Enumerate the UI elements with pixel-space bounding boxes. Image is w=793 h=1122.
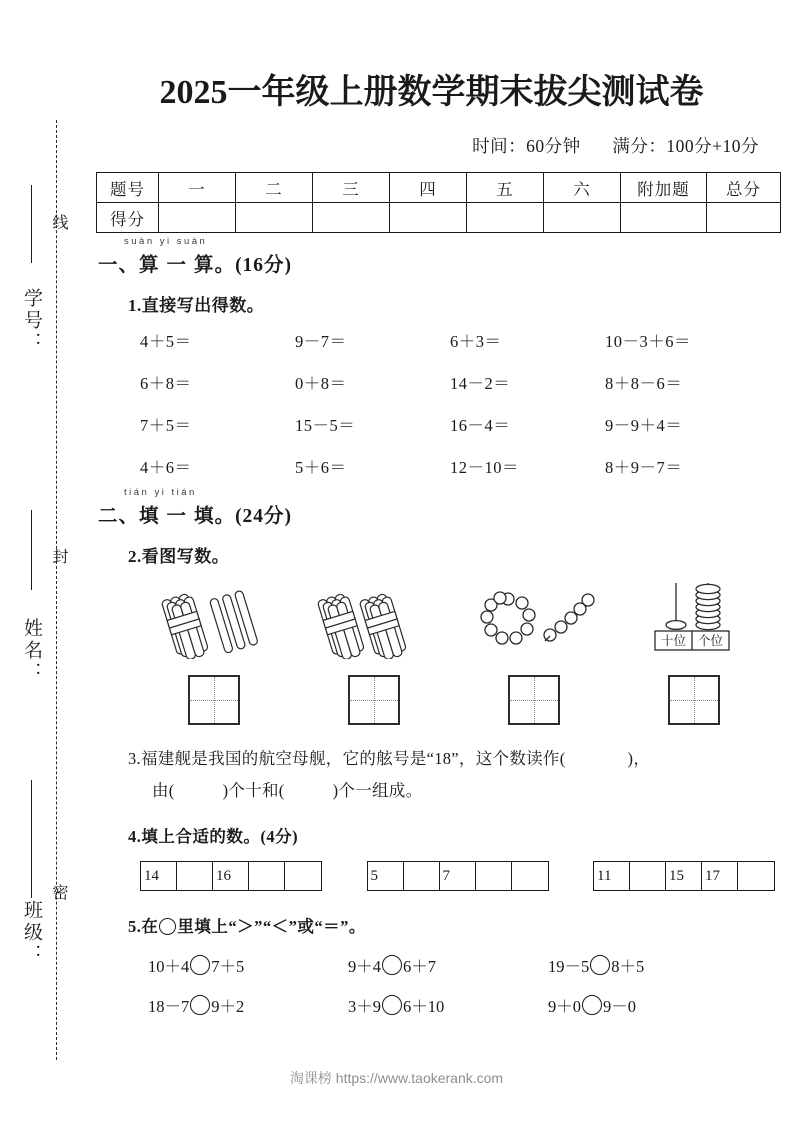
score-table-col-4: 四: [390, 173, 467, 203]
compare-row-1: [148, 953, 768, 977]
seq-cell[interactable]: [177, 862, 213, 890]
compare-right: 6＋7: [403, 957, 436, 977]
calc-item[interactable]: 9－7＝: [295, 332, 347, 351]
score-input-bonus[interactable]: [621, 203, 707, 233]
compare-circle-input[interactable]: [590, 955, 610, 975]
calc-item[interactable]: 8＋8－6＝: [605, 374, 683, 393]
seal-rule-bottom: [31, 780, 32, 898]
score-table: [96, 172, 781, 233]
question-3-line-2-c: )个一组成。: [332, 781, 423, 801]
section-2-word-c: 填: [194, 506, 215, 527]
compare-right: 8＋5: [611, 957, 645, 977]
number-sequence-strip-3: [593, 861, 775, 891]
seal-char-xian: 线: [50, 214, 67, 232]
question-3-line-2-b: )个十和(: [222, 781, 285, 801]
seal-line-margin: [0, 0, 78, 1122]
section-2-word-b: 一: [166, 506, 188, 527]
calc-item[interactable]: 14－2＝: [450, 374, 511, 393]
compare-left: 9＋4: [348, 957, 381, 977]
calc-row: [140, 370, 760, 394]
answer-box-tian-grid[interactable]: [348, 675, 400, 725]
compare-circle-input[interactable]: [382, 995, 402, 1015]
compare-item[interactable]: [348, 953, 548, 977]
score-input-4[interactable]: [390, 203, 467, 233]
score-table-col-total: 总分: [707, 173, 781, 203]
compare-item[interactable]: [548, 953, 748, 977]
seq-cell[interactable]: 17: [702, 862, 738, 890]
section-2-pinyin: tián yi tián: [124, 487, 197, 498]
score-table-col-bonus: 附加题: [621, 173, 707, 203]
number-sequence-strip-2: [367, 861, 549, 891]
score-table-col-6: 六: [544, 173, 621, 203]
section-1-word-b: 一: [166, 255, 188, 276]
compare-circle-input[interactable]: [190, 995, 210, 1015]
table-row-question-numbers: [97, 173, 781, 203]
score-table-col-2: 二: [236, 173, 313, 203]
seal-char-mi: 密: [50, 884, 67, 902]
score-table-col-3: 三: [313, 173, 390, 203]
question-2-picture-row: [134, 581, 774, 725]
class-field[interactable]: 班级：: [21, 900, 42, 966]
compare-right: 6＋10: [403, 997, 445, 1017]
question-5-prompt: [128, 913, 775, 937]
seal-rule-top: [31, 185, 32, 263]
score-input-total[interactable]: [707, 203, 781, 233]
sticks-two-bundles-icon: [315, 581, 433, 659]
exam-total-score-label: 满分：100分+10分: [612, 136, 759, 156]
calc-item[interactable]: 15－5＝: [295, 416, 356, 435]
calc-item[interactable]: 4＋5＝: [140, 332, 192, 351]
seq-cell[interactable]: 11: [594, 862, 630, 890]
student-id-field[interactable]: 学号：: [21, 288, 42, 354]
section-2-word-a: 填: [139, 506, 160, 527]
question-1-prompt: 1.直接写出得数。: [128, 296, 265, 315]
section-1-word-c: 算: [194, 255, 215, 276]
compare-left: 19－5: [548, 957, 590, 977]
calc-item[interactable]: 7＋5＝: [140, 416, 192, 435]
calc-item[interactable]: 6＋3＝: [450, 332, 502, 351]
section-heading-1: [98, 236, 775, 277]
compare-left: 10＋4: [148, 957, 190, 977]
score-input-2[interactable]: [236, 203, 313, 233]
section-2-suffix: 。(24分): [214, 506, 293, 527]
score-input-1[interactable]: [159, 203, 236, 233]
svg-text:十位: 十位: [660, 634, 687, 648]
section-1-word-a: 算: [139, 255, 160, 276]
picture-item-4: [614, 581, 774, 725]
exam-time-label: 时间：60分钟: [472, 136, 581, 156]
question-1-grid: [140, 328, 760, 478]
compare-item[interactable]: [148, 953, 348, 977]
seq-cell[interactable]: [249, 862, 285, 890]
calc-item[interactable]: 0＋8＝: [295, 374, 347, 393]
compare-circle-input[interactable]: [190, 955, 210, 975]
calc-row: [140, 412, 760, 436]
seq-cell[interactable]: 7: [440, 862, 476, 890]
score-table-col-1: 一: [159, 173, 236, 203]
question-3-line-1-tail: )，: [627, 749, 651, 768]
section-1-pinyin: suàn yi suàn: [124, 236, 208, 247]
compare-item[interactable]: [348, 993, 548, 1017]
seq-cell[interactable]: 5: [368, 862, 404, 890]
exam-meta: [88, 133, 775, 158]
page-title: 2025一年级上册数学期末拔尖测试卷: [159, 74, 704, 111]
compare-item[interactable]: [148, 993, 348, 1017]
compare-row-2: [148, 993, 768, 1017]
seal-dashed-line: [56, 120, 57, 1060]
calc-item[interactable]: 10－3＋6＝: [605, 332, 691, 351]
calc-item[interactable]: 8＋9－7＝: [605, 458, 683, 477]
score-input-3[interactable]: [313, 203, 390, 233]
compare-circle-input[interactable]: [382, 955, 402, 975]
question-3-line-1: 3.福建舰是我国的航空母舰，它的舷号是“18”，这个数读作(: [128, 749, 566, 768]
score-table-col-5: 五: [467, 173, 544, 203]
question-4-strips: [140, 861, 775, 891]
calc-row: [140, 328, 760, 352]
compare-right: 9＋2: [211, 997, 245, 1017]
compare-circle-input[interactable]: [582, 995, 602, 1015]
answer-box-tian-grid[interactable]: [508, 675, 560, 725]
number-sequence-strip-1: [140, 861, 322, 891]
section-heading-2: [98, 487, 775, 528]
question-2-prompt: 2.看图写数。: [128, 547, 230, 566]
compare-item[interactable]: [548, 993, 748, 1017]
exam-page: [78, 0, 793, 1122]
seq-cell[interactable]: [630, 862, 666, 890]
seal-rule-middle: [31, 510, 32, 590]
seal-char-feng: 封: [50, 548, 67, 566]
calc-item[interactable]: 12－10＝: [450, 458, 519, 477]
seq-cell[interactable]: 14: [141, 862, 177, 890]
seq-cell[interactable]: [285, 862, 321, 890]
seq-cell[interactable]: 15: [666, 862, 702, 890]
question-4-prompt: 4.填上合适的数。(4分): [128, 827, 299, 847]
question-5-prompt-b: 里填上“＞”“＜”或“＝”。: [177, 917, 366, 937]
compare-left: 18－7: [148, 997, 190, 1017]
score-input-6[interactable]: [544, 203, 621, 233]
circle-placeholder-icon: [159, 918, 176, 935]
seq-cell[interactable]: [738, 862, 774, 890]
compare-left: 3＋9: [348, 997, 381, 1017]
answer-box-tian-grid[interactable]: [188, 675, 240, 725]
svg-text:个位: 个位: [697, 634, 724, 648]
sticks-bundle-plus-three-icon: [155, 581, 273, 659]
abacus-icon: [642, 581, 746, 659]
calc-item[interactable]: 5＋6＝: [295, 458, 347, 477]
section-1-prefix: 一、: [98, 255, 140, 276]
question-3-line-2-a: 由(: [152, 781, 175, 801]
seq-cell[interactable]: 16: [213, 862, 249, 890]
picture-item-2: [294, 581, 454, 725]
picture-item-3: [454, 581, 614, 725]
score-input-5[interactable]: [467, 203, 544, 233]
calc-item[interactable]: 16－4＝: [450, 416, 511, 435]
calc-item[interactable]: 6＋8＝: [140, 374, 192, 393]
section-1-suffix: 。(16分): [214, 255, 293, 276]
question-3: [128, 743, 775, 807]
calc-item[interactable]: 9－9＋4＝: [605, 416, 683, 435]
table-row-scores: [97, 203, 781, 233]
score-table-label-得分: 得分: [97, 203, 159, 233]
seq-cell[interactable]: [476, 862, 512, 890]
student-name-field[interactable]: 姓名：: [21, 618, 42, 684]
score-table-label-題号: 题号: [97, 173, 159, 203]
compare-right: 9－0: [603, 997, 636, 1017]
section-2-prefix: 二、: [98, 506, 140, 527]
seq-cell[interactable]: [404, 862, 440, 890]
calc-item[interactable]: 4＋6＝: [140, 458, 192, 477]
compare-left: 9＋0: [548, 997, 581, 1017]
question-5-prompt-a: 5.在: [128, 917, 159, 937]
answer-box-tian-grid[interactable]: [668, 675, 720, 725]
beads-ring-and-strand-icon: [472, 581, 596, 659]
picture-item-1: [134, 581, 294, 725]
seq-cell[interactable]: [512, 862, 548, 890]
watermark: 淘课榜 https://www.taokerank.com: [289, 1070, 504, 1086]
calc-row: [140, 454, 760, 478]
compare-right: 7＋5: [211, 957, 245, 977]
